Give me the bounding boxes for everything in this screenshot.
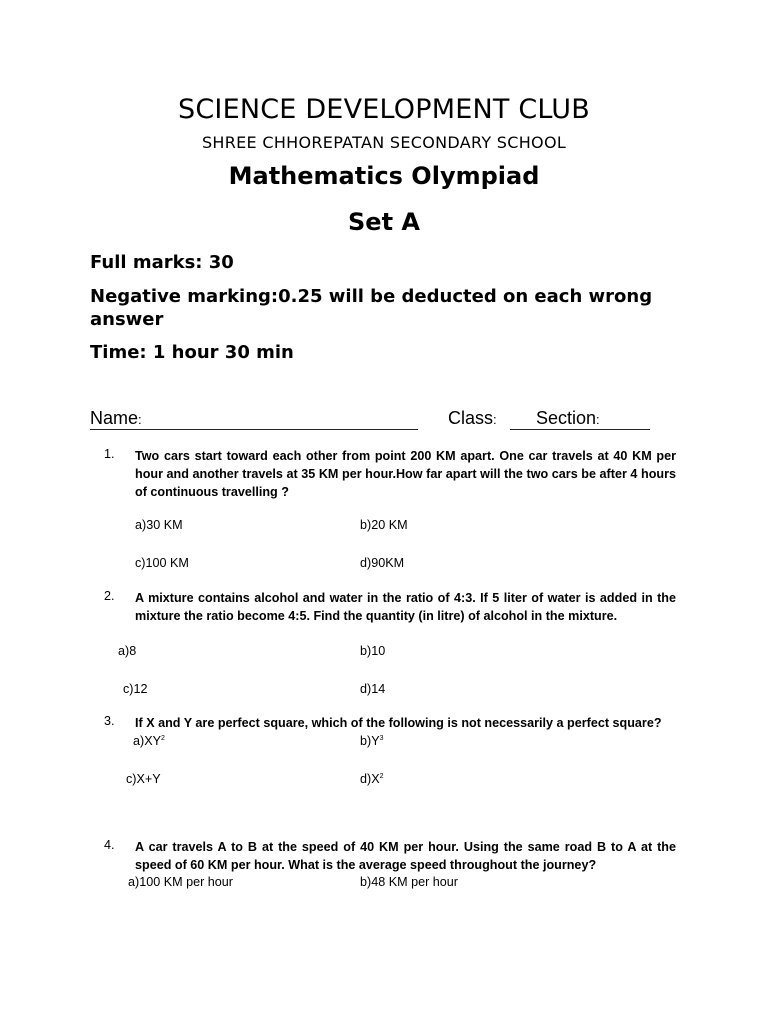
question-number: 4. [104, 838, 115, 852]
club-title: SCIENCE DEVELOPMENT CLUB [178, 94, 590, 125]
question-text: A mixture contains alcohol and water in the ratio of 4:3. If 5 liter of water is added in the mixture the ratio become 4:5. Find the quantity (in litre) of alcohol in the mixture. [135, 591, 676, 623]
option-a: a)100 KM per hour [128, 875, 234, 889]
negative-marking: Negative marking:0.25 will be deducted on each wrong answer [90, 286, 653, 330]
full-marks: Full marks: 30 [90, 252, 234, 273]
option-d: $d)X^2$ [360, 772, 384, 786]
class-colon: : [493, 412, 497, 427]
school-name: SHREE CHHOREPATAN SECONDARY SCHOOL [201, 133, 567, 152]
option-a: a)8 [118, 644, 137, 658]
option-c: c)12 [123, 682, 148, 696]
option-a: a)30 KM [135, 518, 183, 532]
option-c: c)100 KM [135, 556, 189, 570]
option-b: b)48 KM per hour [360, 875, 459, 889]
section-underline [510, 429, 650, 430]
question-text: Two cars start toward each other from point 200 KM apart. One car travels at 40 KM per hour and another travels at 35 KM per hour.How far apart will the two cars be after 4 hours of continuous travelling ? [135, 449, 676, 499]
name-field [90, 408, 142, 429]
question-number: 1. [104, 447, 115, 461]
time-allowed: Time: 1 hour 30 min [90, 342, 294, 363]
class-label: Class [448, 408, 494, 428]
class-field [448, 408, 497, 429]
option-d: d)90KM [360, 556, 405, 570]
question-number: 2. [104, 589, 115, 603]
name-underline [90, 429, 418, 430]
question-text: A car travels A to B at the speed of 40 KM per hour. Using the same road B to A at the speed of 60 KM per hour. What is the average speed throughout the journey? [135, 840, 676, 872]
section-label: Section [536, 408, 597, 428]
option-c: c)X+Y [126, 772, 161, 786]
question-number: 3. [104, 714, 115, 728]
section-colon: : [596, 412, 600, 427]
option-b: b)20 KM [360, 518, 408, 532]
exam-title: Mathematics Olympiad [228, 162, 540, 190]
set-title: Set A [348, 208, 420, 236]
option-b: $b)Y^3$ [360, 734, 384, 748]
option-b: b)10 [360, 644, 386, 658]
question-text: If X and Y are perfect square, which of the following is not necessarily a perfect square? [135, 716, 662, 730]
option-d: d)14 [360, 682, 386, 696]
name-colon: : [138, 412, 142, 427]
option-a: $a)XY^2$ [133, 734, 165, 748]
name-label: Name [90, 408, 139, 428]
section-field [536, 408, 600, 429]
